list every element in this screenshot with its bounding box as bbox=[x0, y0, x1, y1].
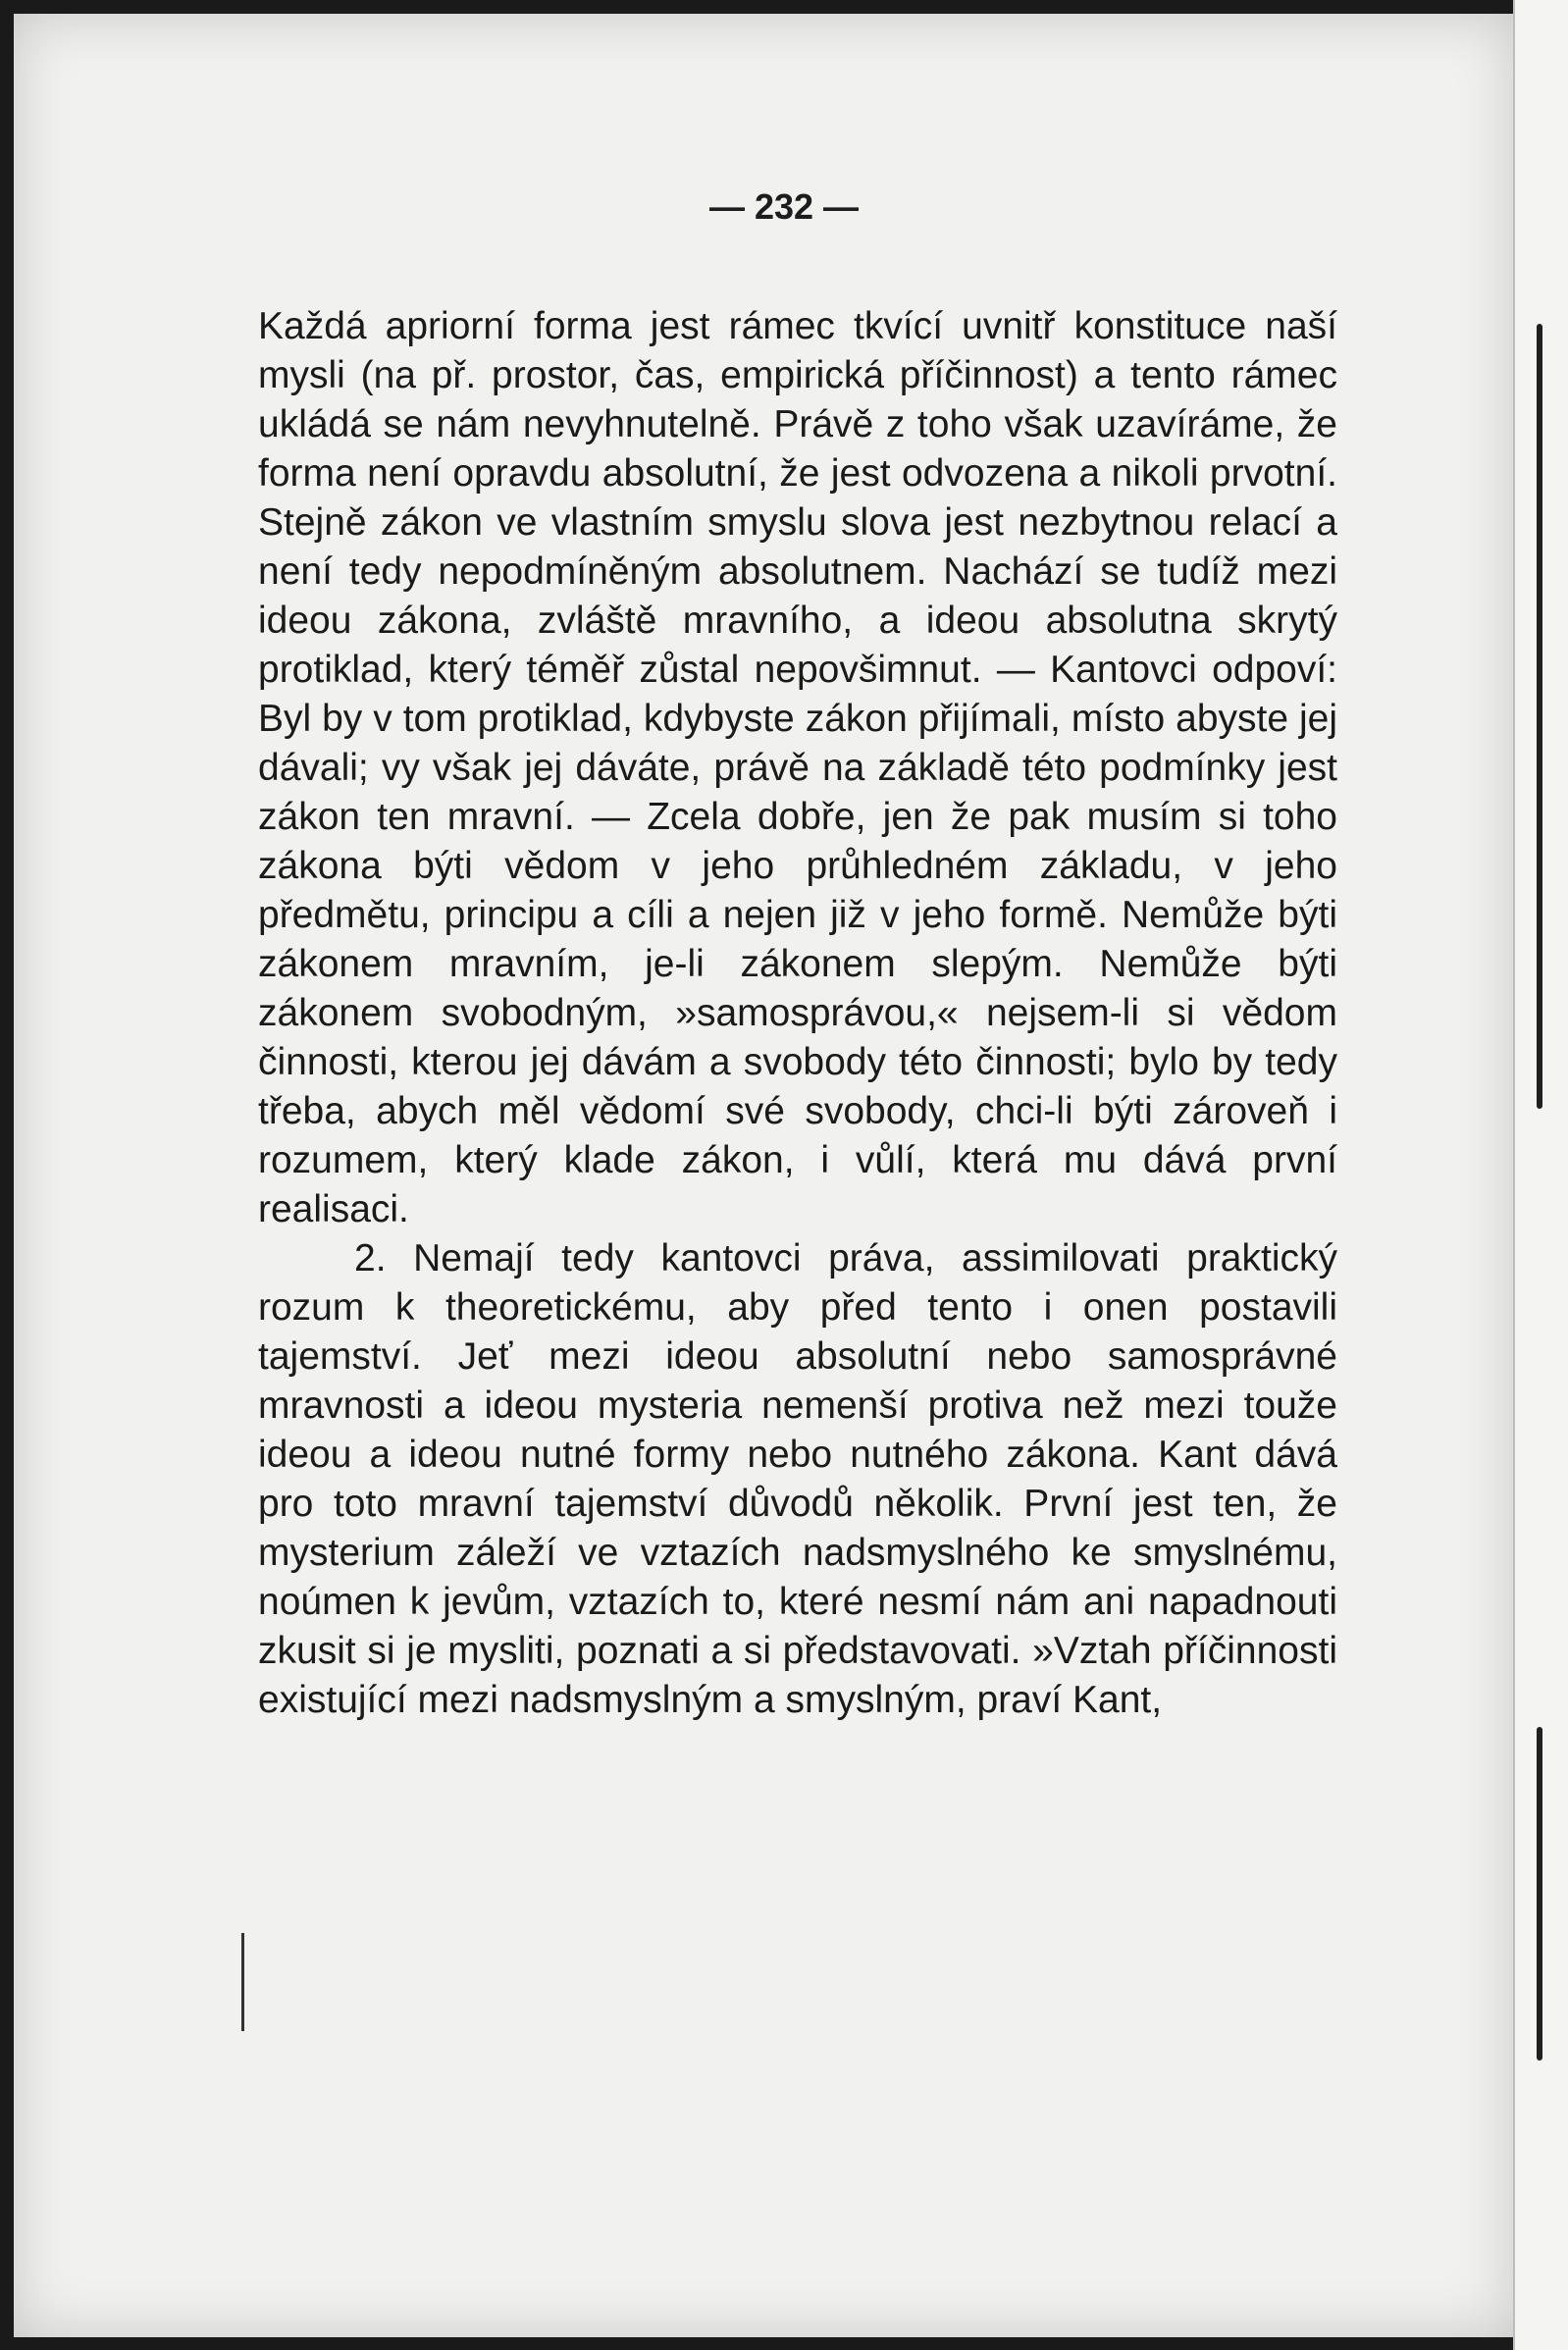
page-edge bbox=[1513, 0, 1568, 2350]
binding-mark-lower bbox=[1537, 1727, 1542, 2061]
page-number: — 232 — bbox=[708, 186, 860, 227]
body-text bbox=[258, 302, 1337, 1725]
margin-pencil-mark bbox=[241, 1933, 244, 2031]
paragraph-1: Každá apriorní forma jest rámec tkvící uvnitř konstituce naší mysli (na př. prostor, čas, empirická příčinnost) a tento rámec ukládá se nám nevyhnutelně. Právě z toho však uzavíráme, že forma není opravdu absolutní, že jest odvozena a nikoli prvotní. Stejně zákon ve vlastním smyslu slova jest nezbytnou relací a není tedy nepodmíněným absolutnem. Nachází se tudíž mezi ideou zákona, zvláště mravního, a ideou absolutna skrytý protiklad, který téměř zůstal nepovšimnut. — Kantovci odpoví: Byl by v tom protiklad, kdybyste zákon přijímali, místo abyste jej dávali; vy však jej dáváte, právě na základě této podmínky jest zákon ten mravní. — Zcela dobře, jen že pak musím si toho zákona býti vědom v jeho průhledném základu, v jeho předmětu, principu a cíli a nejen již v jeho formě. Nemůže býti zákonem mravním, je-li zákonem slepým. Nemůže býti zákonem svobodným, »samosprávou,« nejsem-li si vědom činnosti, kterou jej dávám a svobody této činnosti; bylo by tedy třeba, abych měl vědomí své svobody, chci-li býti zároveň i rozumem, který klade zákon, i vůlí, která mu dává první realisaci. bbox=[258, 305, 1337, 1230]
paragraph-2: 2. Nemají tedy kantovci práva, assimilovati praktický rozum k theoretickému, aby před tento i onen postavili tajemství. Jeť mezi ideou absolutní nebo samosprávné mravnosti a ideou mysteria nemenší protiva než mezi touže ideou a ideou nutné formy nebo nutného zákona. Kant dává pro toto mravní tajemství důvodů několik. První jest ten, že mysterium záleží ve vztazích nadsmyslného ke smyslnému, noúmen k jevům, vztazích to, které nesmí nám ani napadnouti zkusit si je mysliti, poznati a si představovati. »Vztah příčinnosti existující mezi nadsmyslným a smyslným, praví Kant, bbox=[258, 1237, 1337, 1721]
binding-mark-upper bbox=[1537, 324, 1542, 1109]
